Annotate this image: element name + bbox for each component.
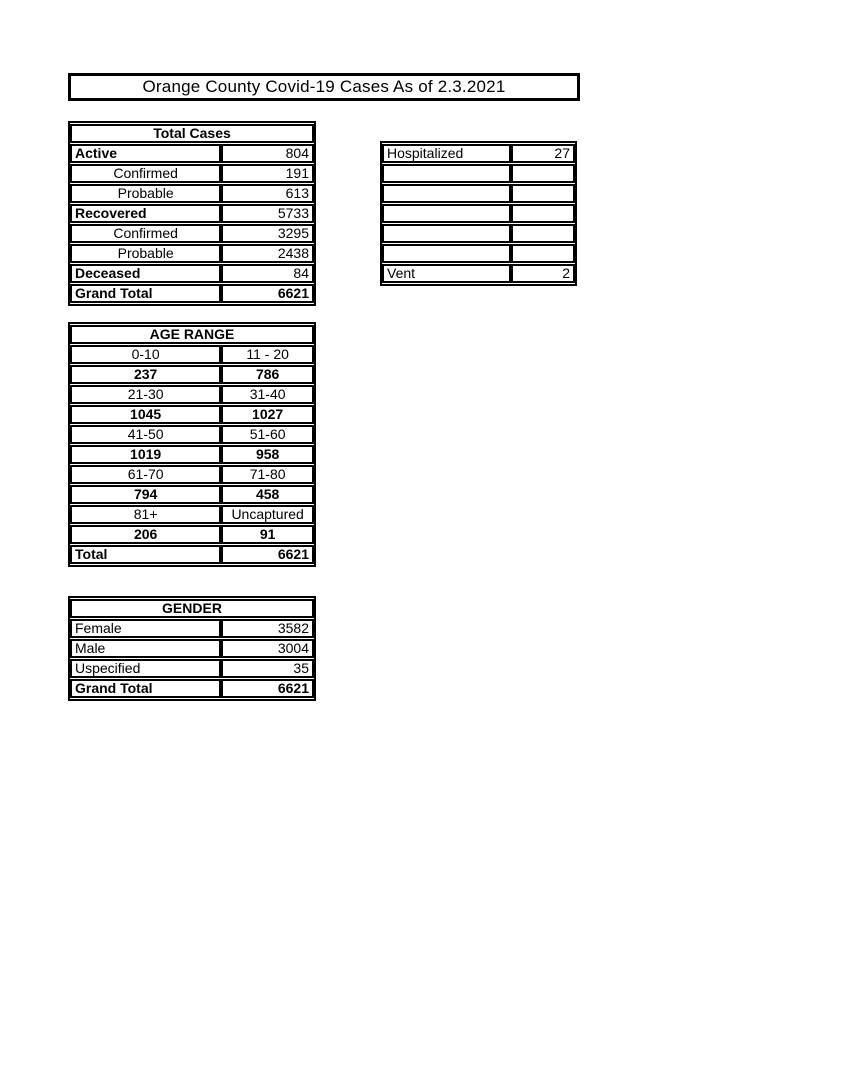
age-value-row <box>70 525 314 544</box>
row-label: Deceased <box>70 264 221 283</box>
table-header-row <box>70 325 314 344</box>
gender-header: GENDER <box>70 599 314 618</box>
grand-total-row <box>70 679 314 698</box>
row-label: Female <box>70 619 221 638</box>
table-row <box>70 164 314 183</box>
gender-table <box>68 596 316 701</box>
table-row <box>70 639 314 658</box>
age-count: 958 <box>221 445 314 464</box>
age-count: 786 <box>221 365 314 384</box>
empty-row <box>382 204 575 223</box>
row-value: 35 <box>221 659 314 678</box>
row-value: 6621 <box>221 679 314 698</box>
row-value: 3295 <box>221 224 314 243</box>
row-value: 613 <box>221 184 314 203</box>
row-label <box>382 244 511 263</box>
empty-row <box>382 244 575 263</box>
row-value <box>511 224 575 243</box>
row-label: Hospitalized <box>382 144 511 163</box>
age-count: 1045 <box>70 405 221 424</box>
row-value <box>511 204 575 223</box>
row-value: 6621 <box>221 545 314 564</box>
row-label: Confirmed <box>70 224 221 243</box>
row-label: Grand Total <box>70 679 221 698</box>
row-value: 27 <box>511 144 575 163</box>
age-value-row <box>70 365 314 384</box>
age-count: 458 <box>221 485 314 504</box>
row-value: 3582 <box>221 619 314 638</box>
empty-row <box>382 184 575 203</box>
age-bracket: 51-60 <box>221 425 314 444</box>
age-label-row <box>70 385 314 404</box>
empty-row <box>382 164 575 183</box>
table-row <box>70 144 314 163</box>
empty-row <box>382 224 575 243</box>
hospitalized-table <box>380 141 577 286</box>
table-row <box>382 264 575 283</box>
age-bracket: 21-30 <box>70 385 221 404</box>
row-value: 191 <box>221 164 314 183</box>
age-count: 206 <box>70 525 221 544</box>
row-label <box>382 224 511 243</box>
age-bracket: 71-80 <box>221 465 314 484</box>
table-row <box>382 144 575 163</box>
age-label-row <box>70 505 314 524</box>
grand-total-row <box>70 284 314 303</box>
age-value-row <box>70 405 314 424</box>
age-count: 1019 <box>70 445 221 464</box>
table-row <box>70 184 314 203</box>
row-value: 2 <box>511 264 575 283</box>
table-header-row <box>70 599 314 618</box>
row-value <box>511 164 575 183</box>
row-label: Vent <box>382 264 511 283</box>
age-label-row <box>70 425 314 444</box>
row-label <box>382 204 511 223</box>
row-label <box>382 164 511 183</box>
row-label: Probable <box>70 244 221 263</box>
row-value: 5733 <box>221 204 314 223</box>
page-title: Orange County Covid-19 Cases As of 2.3.2021 <box>68 73 580 101</box>
table-row <box>70 204 314 223</box>
age-range-table <box>68 322 316 567</box>
age-count: 794 <box>70 485 221 504</box>
age-range-header: AGE RANGE <box>70 325 314 344</box>
age-count: 237 <box>70 365 221 384</box>
row-value <box>511 184 575 203</box>
age-bracket: 11 - 20 <box>221 345 314 364</box>
row-label <box>382 184 511 203</box>
age-bracket: 41-50 <box>70 425 221 444</box>
row-label: Uspecified <box>70 659 221 678</box>
age-value-row <box>70 445 314 464</box>
table-row <box>70 224 314 243</box>
age-bracket: 0-10 <box>70 345 221 364</box>
row-value: 804 <box>221 144 314 163</box>
table-row <box>70 659 314 678</box>
row-value: 6621 <box>221 284 314 303</box>
total-cases-table <box>68 121 316 306</box>
age-label-row <box>70 465 314 484</box>
row-label: Grand Total <box>70 284 221 303</box>
age-bracket: 81+ <box>70 505 221 524</box>
row-label: Probable <box>70 184 221 203</box>
total-row <box>70 545 314 564</box>
total-cases-header: Total Cases <box>70 124 314 143</box>
table-row <box>70 619 314 638</box>
age-count: 1027 <box>221 405 314 424</box>
row-value: 84 <box>221 264 314 283</box>
row-label: Recovered <box>70 204 221 223</box>
age-value-row <box>70 485 314 504</box>
table-header-row <box>70 124 314 143</box>
age-bracket: Uncaptured <box>221 505 314 524</box>
table-row <box>70 264 314 283</box>
table-row <box>70 244 314 263</box>
age-count: 91 <box>221 525 314 544</box>
row-value: 2438 <box>221 244 314 263</box>
age-label-row <box>70 345 314 364</box>
row-value <box>511 244 575 263</box>
row-label: Active <box>70 144 221 163</box>
age-bracket: 31-40 <box>221 385 314 404</box>
row-label: Total <box>70 545 221 564</box>
row-value: 3004 <box>221 639 314 658</box>
row-label: Confirmed <box>70 164 221 183</box>
age-bracket: 61-70 <box>70 465 221 484</box>
row-label: Male <box>70 639 221 658</box>
